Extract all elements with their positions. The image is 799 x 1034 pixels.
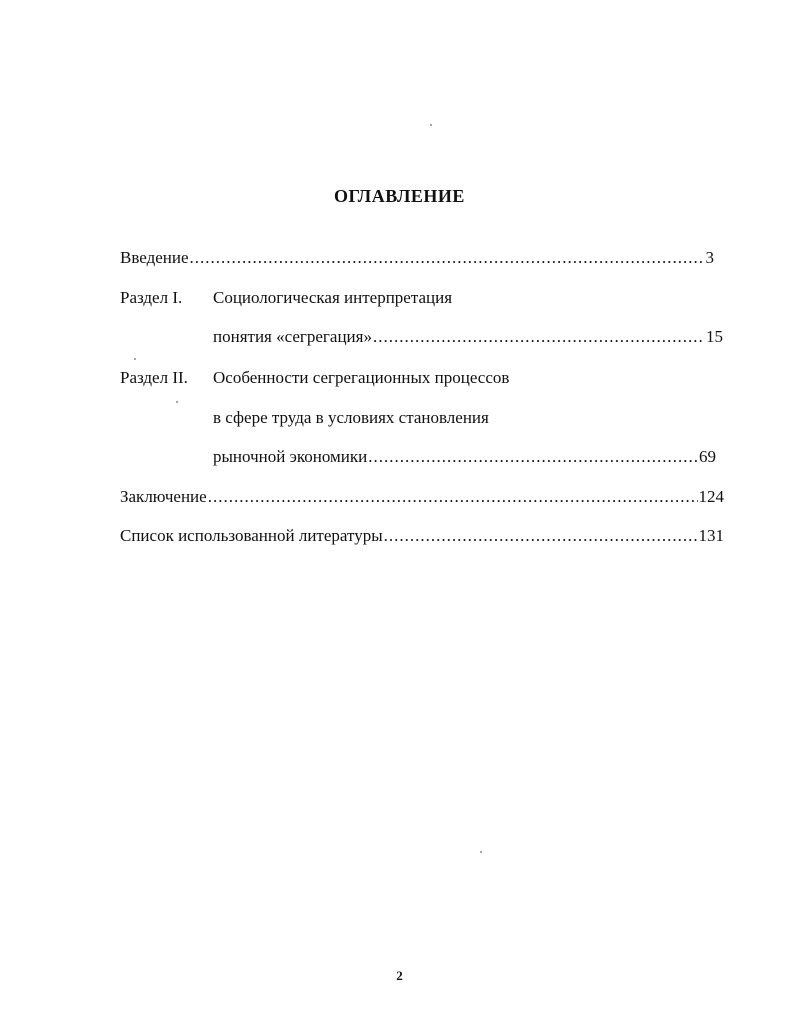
toc-entry-text: Список использованной литературы — [120, 526, 383, 545]
toc-entry-page: 124 — [698, 487, 724, 506]
toc-title: ОГЛАВЛЕНИЕ — [334, 186, 465, 206]
section1-title-line2: понятия «сегрегация» — [213, 327, 372, 346]
section2-title-line2: в сфере труда в условиях становления — [213, 408, 489, 427]
toc-entry-page: 15 — [706, 327, 723, 346]
scan-speck — [430, 124, 432, 126]
section2-title-line1: Особенности сегрегационных процессов — [213, 368, 510, 387]
toc-entry-section2 — [213, 447, 716, 467]
section-label: Раздел I. — [120, 288, 183, 307]
scan-speck — [480, 851, 482, 853]
dot-leader — [368, 447, 698, 467]
dot-leader — [373, 327, 705, 347]
page-number: 2 — [396, 968, 403, 983]
toc-entry-references — [120, 526, 724, 546]
toc-entry-page: 131 — [698, 526, 724, 545]
dot-leader — [190, 248, 705, 268]
scan-speck — [176, 401, 178, 403]
section-label: Раздел II. — [120, 368, 188, 387]
toc-entry-intro — [120, 248, 714, 268]
toc-entry-page: 3 — [705, 248, 714, 267]
scan-speck — [134, 358, 136, 360]
toc-entry-text: Заключение — [120, 487, 207, 506]
section2-title-line3: рыночной экономики — [213, 447, 368, 466]
toc-entry-text: Введение — [120, 248, 189, 267]
toc-entry-conclusion — [120, 487, 724, 507]
toc-entry-section1 — [213, 327, 723, 347]
section1-title-line1: Социологическая интерпретация — [213, 288, 453, 307]
dot-leader — [384, 526, 698, 546]
dot-leader — [208, 487, 698, 507]
toc-entry-page: 69 — [699, 447, 716, 466]
